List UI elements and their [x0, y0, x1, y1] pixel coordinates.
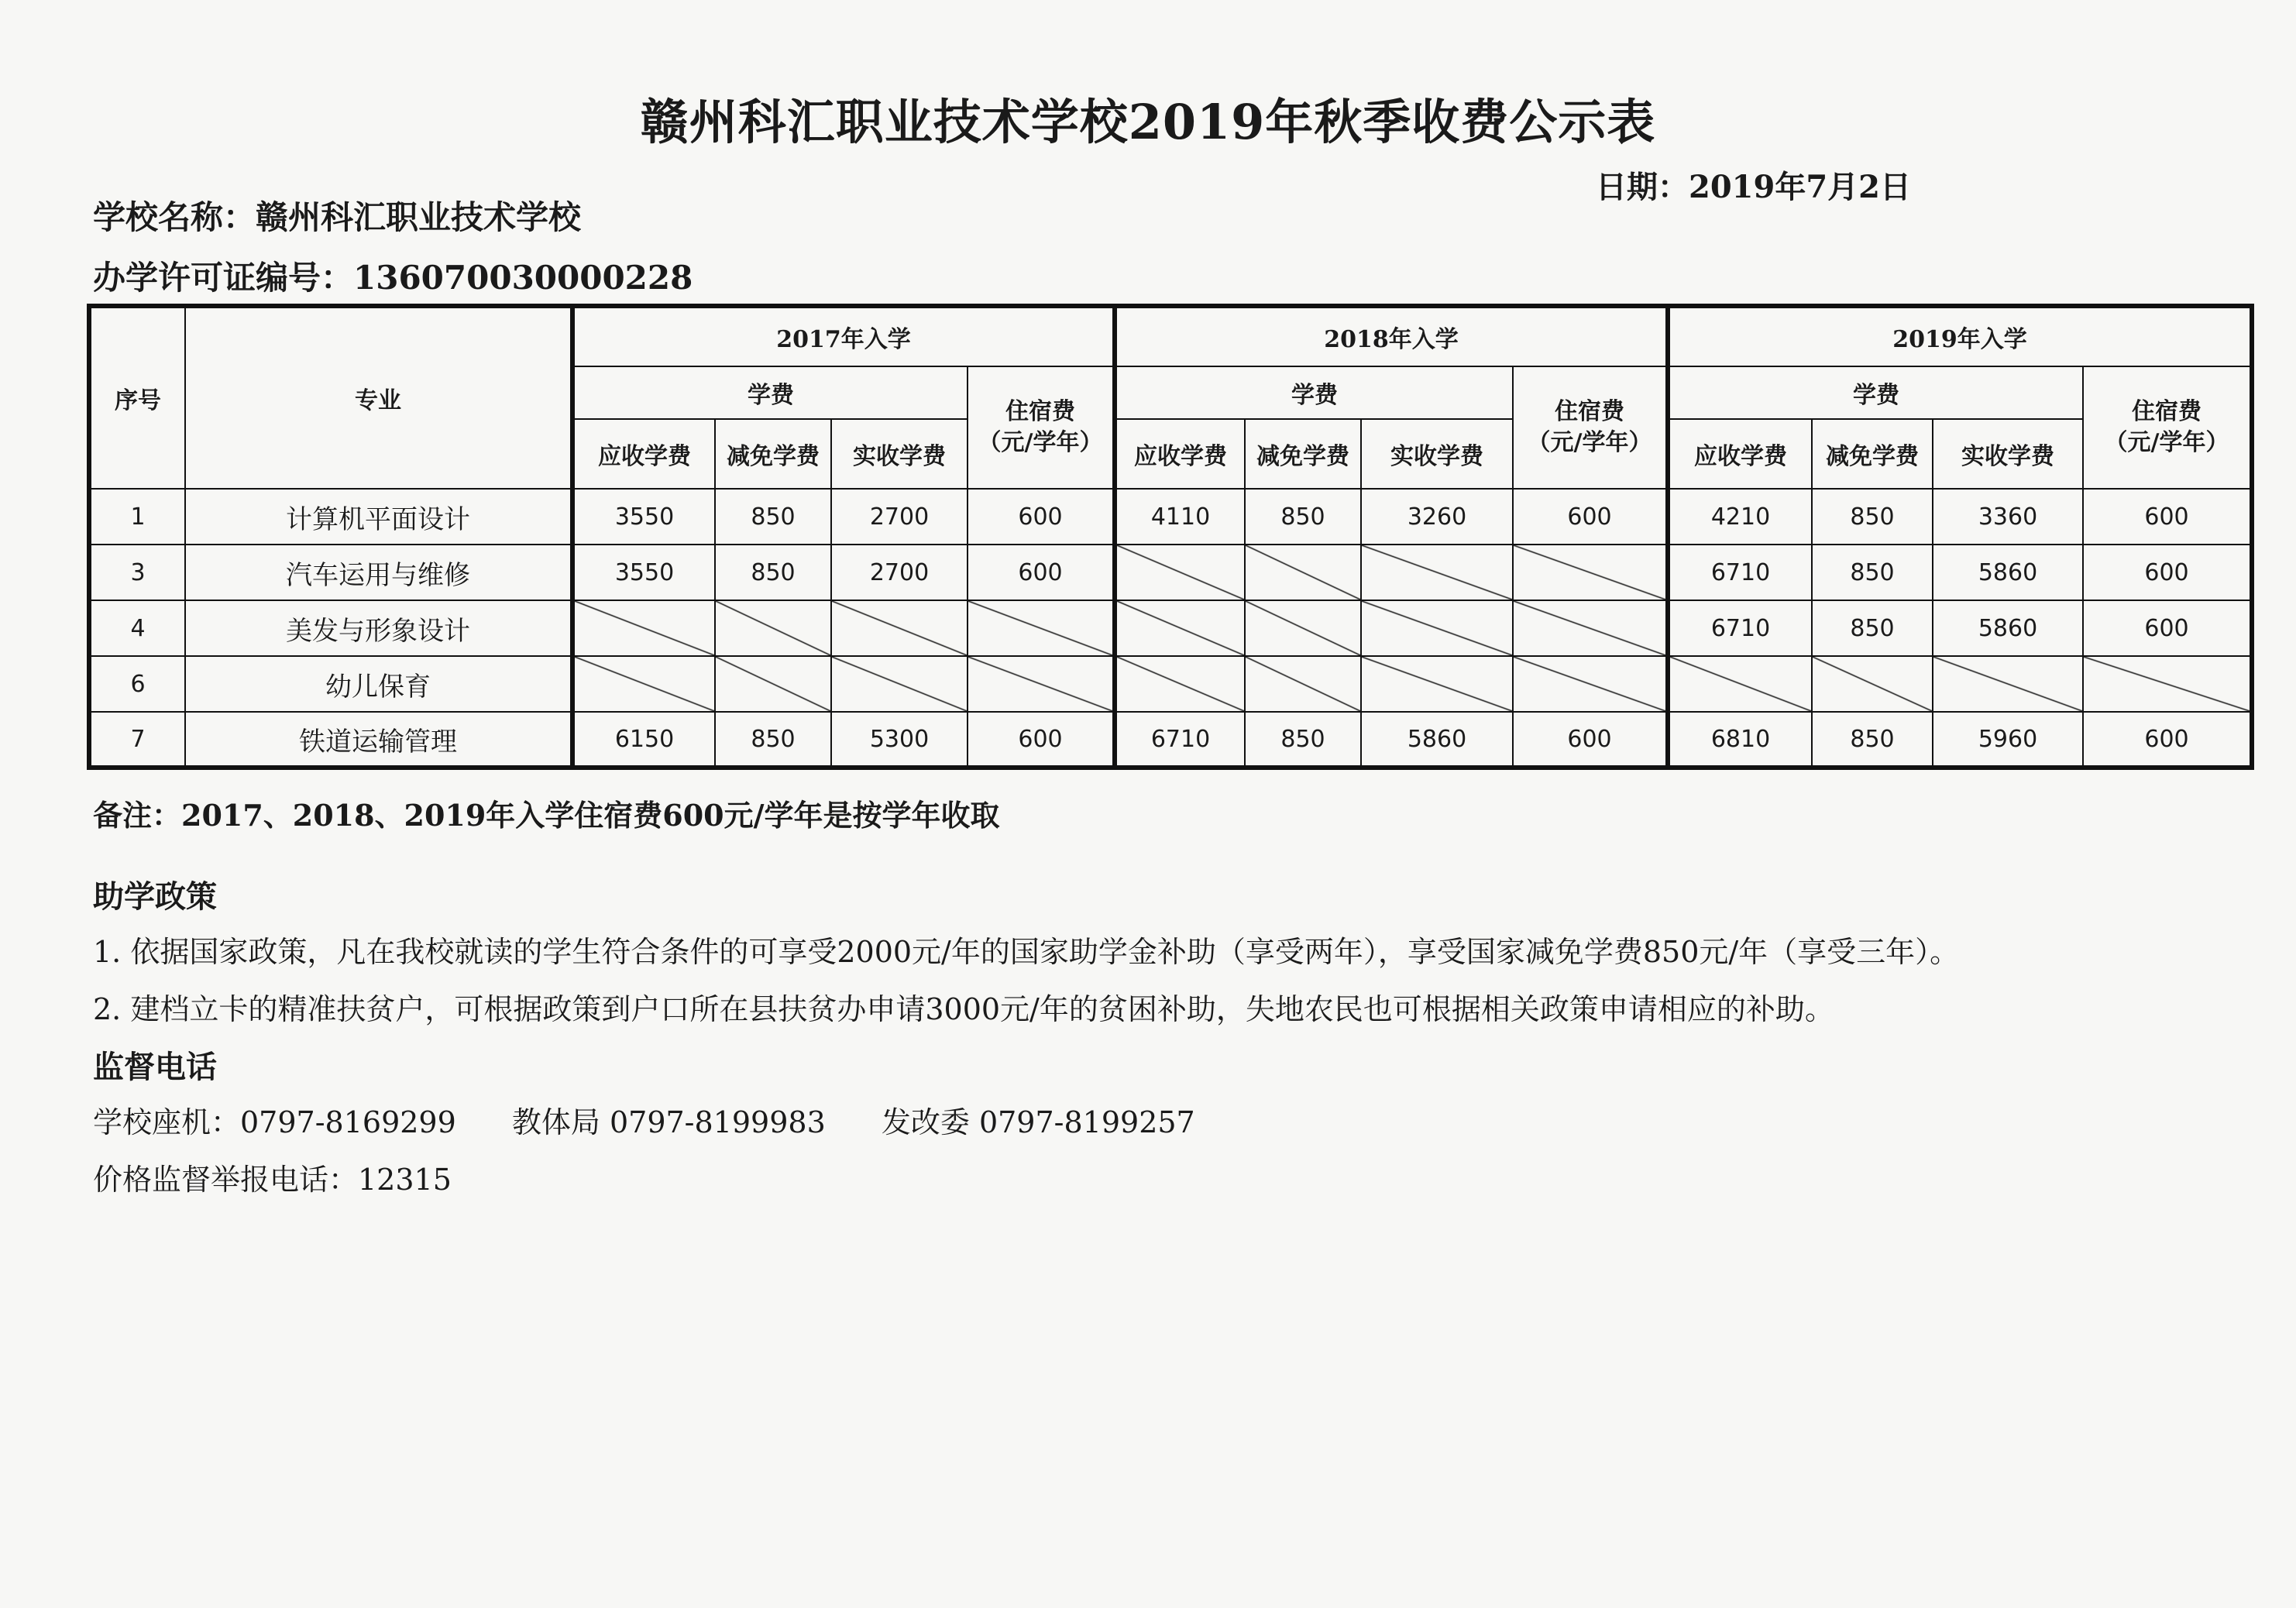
header-year-2017: 2017年入学: [572, 306, 1115, 366]
room-label: 住宿费: [1005, 397, 1075, 425]
fee-cell: 2700: [831, 489, 968, 545]
fee-cell: 6710: [1668, 545, 1812, 600]
policy-item-1: 1. 依据国家政策，凡在我校就读的学生符合条件的可享受2000元/年的国家助学金补助（享受两年），享受国家减免学费850元/年（享受三年）。: [93, 935, 1960, 969]
fee-cell: 5860: [1933, 600, 2083, 656]
empty-cell: [1361, 545, 1513, 600]
fee-cell: 600: [968, 489, 1115, 545]
fee-cell: 5300: [831, 712, 968, 768]
empty-cell: [1115, 656, 1245, 712]
room-unit: （元/学年）: [1527, 429, 1652, 456]
empty-cell: [1668, 656, 1812, 712]
empty-cell: [715, 600, 831, 656]
row-major: 幼儿保育: [185, 656, 572, 712]
row-index: 3: [89, 545, 185, 600]
empty-cell: [1933, 656, 2083, 712]
fee-cell: 600: [2083, 600, 2252, 656]
header-room-2017: [968, 366, 1115, 489]
supervision-phones: [93, 1098, 1242, 1141]
empty-cell: [1513, 656, 1668, 712]
empty-cell: [1245, 656, 1361, 712]
fee-cell: 6150: [572, 712, 715, 768]
header-receivable-2017: 应收学费: [572, 419, 715, 489]
fee-cell: 2700: [831, 545, 968, 600]
row-index: 6: [89, 656, 185, 712]
policy-item-2: 2. 建档立卡的精准扶贫户，可根据政策到户口所在县扶贫办申请3000元/年的贫困补助，失地农民也可根据相关政策申请相应的补助。: [93, 992, 1834, 1026]
header-year-2018: 2018年入学: [1115, 306, 1668, 366]
empty-cell: [1115, 600, 1245, 656]
table-row: [89, 656, 2252, 712]
fee-cell: 3260: [1361, 489, 1513, 545]
fee-cell: 850: [715, 489, 831, 545]
row-major: 计算机平面设计: [185, 489, 572, 545]
fee-cell: 850: [1812, 712, 1933, 768]
row-major: 美发与形象设计: [185, 600, 572, 656]
remark: 备注：2017、2018、2019年入学住宿费600元/学年是按学年收取: [93, 798, 1000, 833]
header-tuition-2019: 学费: [1668, 366, 2083, 419]
price-report-phone: 价格监督举报电话：12315: [93, 1163, 452, 1197]
fee-cell: 600: [1513, 489, 1668, 545]
header-tuition-2018: 学费: [1115, 366, 1513, 419]
fee-cell: 3550: [572, 489, 715, 545]
fee-cell: 5860: [1361, 712, 1513, 768]
empty-cell: [2083, 656, 2252, 712]
header-room-2018: [1513, 366, 1668, 489]
room-label: 住宿费: [2132, 397, 2201, 425]
empty-cell: [1245, 600, 1361, 656]
fee-cell: 4210: [1668, 489, 1812, 545]
empty-cell: [1245, 545, 1361, 600]
school-phone: 学校座机：0797-8169299: [93, 1105, 456, 1139]
header-reduction-2017: 减免学费: [715, 419, 831, 489]
fee-cell: 5960: [1933, 712, 2083, 768]
table-row: [89, 600, 2252, 656]
license-number: 办学许可证编号：136070030000228: [93, 259, 693, 297]
fee-cell: 6710: [1115, 712, 1245, 768]
fee-cell: 600: [968, 712, 1115, 768]
header-receivable-2018: 应收学费: [1115, 419, 1245, 489]
fee-table: [87, 304, 2254, 770]
fee-cell: 6710: [1668, 600, 1812, 656]
fee-table-body: [89, 489, 2252, 768]
empty-cell: [1513, 545, 1668, 600]
row-index: 7: [89, 712, 185, 768]
fee-cell: 600: [2083, 545, 2252, 600]
header-receivable-2019: 应收学费: [1668, 419, 1812, 489]
fee-cell: 6810: [1668, 712, 1812, 768]
empty-cell: [1361, 600, 1513, 656]
header-actual-2018: 实收学费: [1361, 419, 1513, 489]
edu-bureau-phone: 教体局 0797-8199983: [511, 1105, 826, 1139]
row-index: 1: [89, 489, 185, 545]
school-name: 学校名称：赣州科汇职业技术学校: [93, 198, 582, 236]
fee-cell: 850: [1245, 489, 1361, 545]
fee-cell: 850: [1812, 545, 1933, 600]
fee-cell: 5860: [1933, 545, 2083, 600]
publish-date: 日期：2019年7月2日: [1596, 169, 1911, 205]
fee-cell: 850: [1812, 489, 1933, 545]
room-unit: （元/学年）: [2104, 429, 2229, 456]
fee-cell: 3550: [572, 545, 715, 600]
room-label: 住宿费: [1555, 397, 1624, 425]
table-row: [89, 712, 2252, 768]
fee-cell: 4110: [1115, 489, 1245, 545]
fee-cell: 850: [715, 545, 831, 600]
row-major: 汽车运用与维修: [185, 545, 572, 600]
empty-cell: [831, 656, 968, 712]
supervision-title: 监督电话: [93, 1049, 217, 1085]
fee-cell: 600: [968, 545, 1115, 600]
fee-cell: 850: [715, 712, 831, 768]
fee-cell: 600: [2083, 489, 2252, 545]
header-room-2019: [2083, 366, 2252, 489]
fee-cell: 850: [1245, 712, 1361, 768]
fee-cell: 850: [1812, 600, 1933, 656]
empty-cell: [1115, 545, 1245, 600]
empty-cell: [1361, 656, 1513, 712]
ndrc-phone: 发改委 0797-8199257: [881, 1105, 1195, 1139]
empty-cell: [968, 600, 1115, 656]
empty-cell: [968, 656, 1115, 712]
page-title: 赣州科汇职业技术学校2019年秋季收费公示表: [640, 94, 1656, 150]
empty-cell: [1812, 656, 1933, 712]
header-tuition-2017: 学费: [572, 366, 968, 419]
header-reduction-2019: 减免学费: [1812, 419, 1933, 489]
empty-cell: [572, 656, 715, 712]
empty-cell: [831, 600, 968, 656]
room-unit: （元/学年）: [978, 429, 1103, 456]
table-row: [89, 545, 2252, 600]
fee-cell: 600: [1513, 712, 1668, 768]
header-reduction-2018: 减免学费: [1245, 419, 1361, 489]
header-actual-2019: 实收学费: [1933, 419, 2083, 489]
empty-cell: [572, 600, 715, 656]
header-index: 序号: [89, 306, 185, 489]
fee-cell: 3360: [1933, 489, 2083, 545]
row-index: 4: [89, 600, 185, 656]
table-row: [89, 489, 2252, 545]
empty-cell: [715, 656, 831, 712]
empty-cell: [1513, 600, 1668, 656]
header-actual-2017: 实收学费: [831, 419, 968, 489]
header-year-2019: 2019年入学: [1668, 306, 2252, 366]
policy-title: 助学政策: [93, 878, 217, 915]
fee-cell: 600: [2083, 712, 2252, 768]
header-major: 专业: [185, 306, 572, 489]
row-major: 铁道运输管理: [185, 712, 572, 768]
